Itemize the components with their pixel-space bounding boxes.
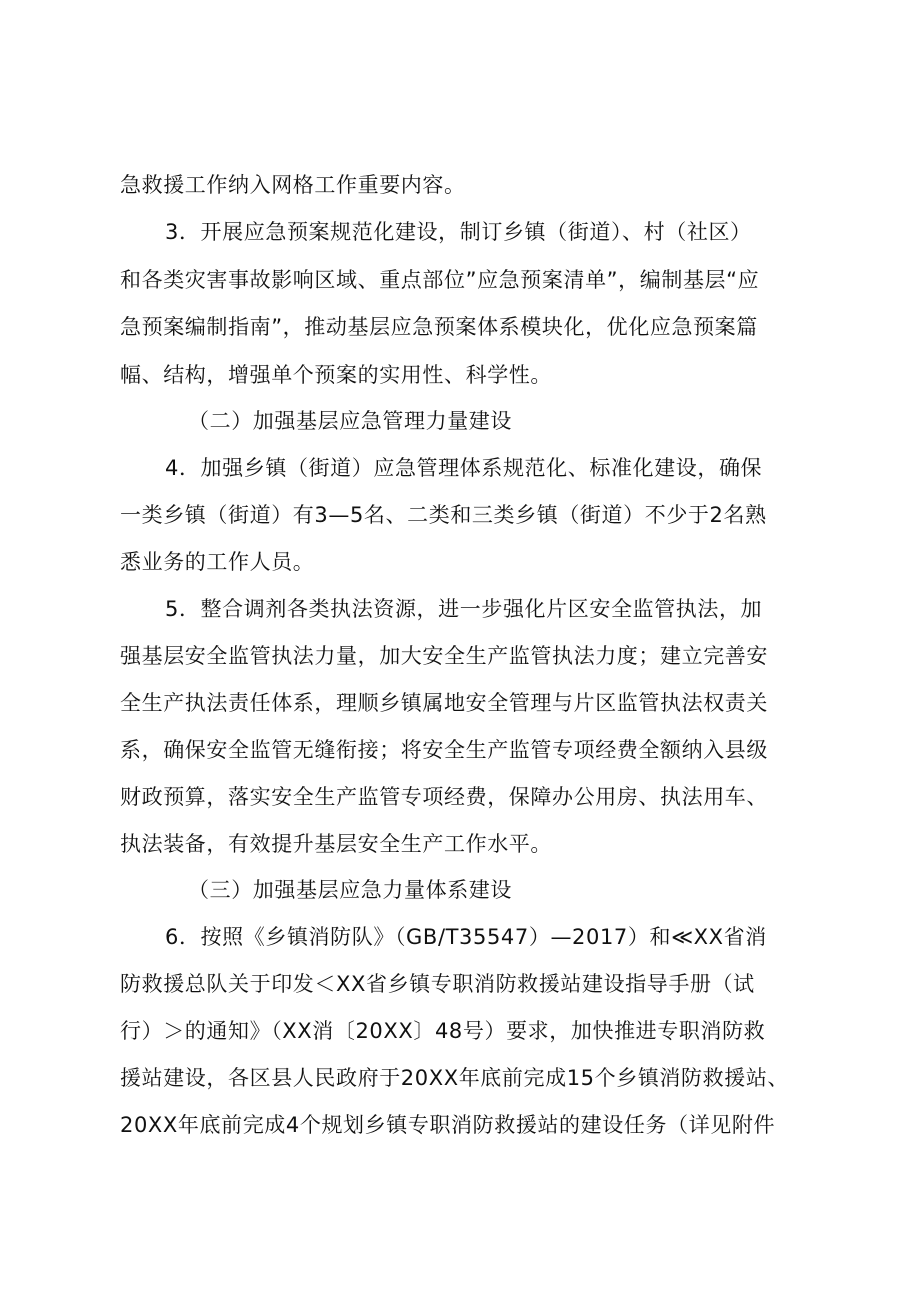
item-3-line-4: 幅、结构，增强单个预案的实用性、科学性。 bbox=[120, 363, 552, 387]
item-5-line-1: 5．整合调剂各类执法资源，进一步强化片区安全监管执法，加 bbox=[165, 597, 763, 621]
item-3-line-3: 急预案编制指南”，推动基层应急预案体系模块化，优化应急预案篇 bbox=[120, 315, 758, 339]
item-4-line-1: 4．加强乡镇（街道）应急管理体系规范化、标准化建设，确保 bbox=[165, 456, 763, 480]
item-6-line-1: 6．按照《乡镇消防队》（GB/T35547）—2017）和≪XX省消 bbox=[165, 925, 767, 949]
section-heading-2: （二）加强基层应急管理力量建设 bbox=[188, 409, 512, 433]
item-4-line-3: 悉业务的工作人员。 bbox=[120, 550, 315, 574]
paragraph-line-1: 急救援工作纳入网格工作重要内容。 bbox=[120, 173, 466, 197]
item-5-line-6: 执法装备，有效提升基层安全生产工作水平。 bbox=[120, 832, 552, 856]
item-6-line-2: 防救援总队关于印发＜XX省乡镇专职消防救援站建设指导手册（试 bbox=[120, 972, 755, 996]
item-5-line-5: 财政预算，落实安全生产监管专项经费，保障办公用房、执法用车、 bbox=[120, 785, 768, 809]
item-4-line-2: 一类乡镇（街道）有3—5名、二类和三类乡镇（街道）不少于2名熟 bbox=[120, 503, 767, 527]
item-5-line-4: 系，确保安全监管无缝衔接；将安全生产监管专项经费全额纳入县级 bbox=[120, 738, 768, 762]
item-6-line-3: 行）＞的通知》（XX消〔20XX〕48号）要求，加快推进专职消防救 bbox=[120, 1019, 766, 1043]
item-6-line-5: 20XX年底前完成4个规划乡镇专职消防救援站的建设任务（详见附件 bbox=[120, 1113, 776, 1137]
item-3-line-2: 和各类灾害事故影响区域、重点部位”应急预案清单”，编制基层“应 bbox=[120, 268, 760, 292]
section-heading-3: （三）加强基层应急力量体系建设 bbox=[188, 878, 512, 902]
item-3-line-1: 3．开展应急预案规范化建设，制订乡镇（街道）、村（社区） bbox=[165, 220, 752, 244]
item-5-line-2: 强基层安全监管执法力量，加大安全生产监管执法力度；建立完善安 bbox=[120, 644, 768, 668]
item-6-line-4: 援站建设，各区县人民政府于20XX年底前完成15个乡镇消防救援站、 bbox=[120, 1066, 790, 1090]
item-5-line-3: 全生产执法责任体系，理顺乡镇属地安全管理与片区监管执法权责关 bbox=[120, 691, 768, 715]
